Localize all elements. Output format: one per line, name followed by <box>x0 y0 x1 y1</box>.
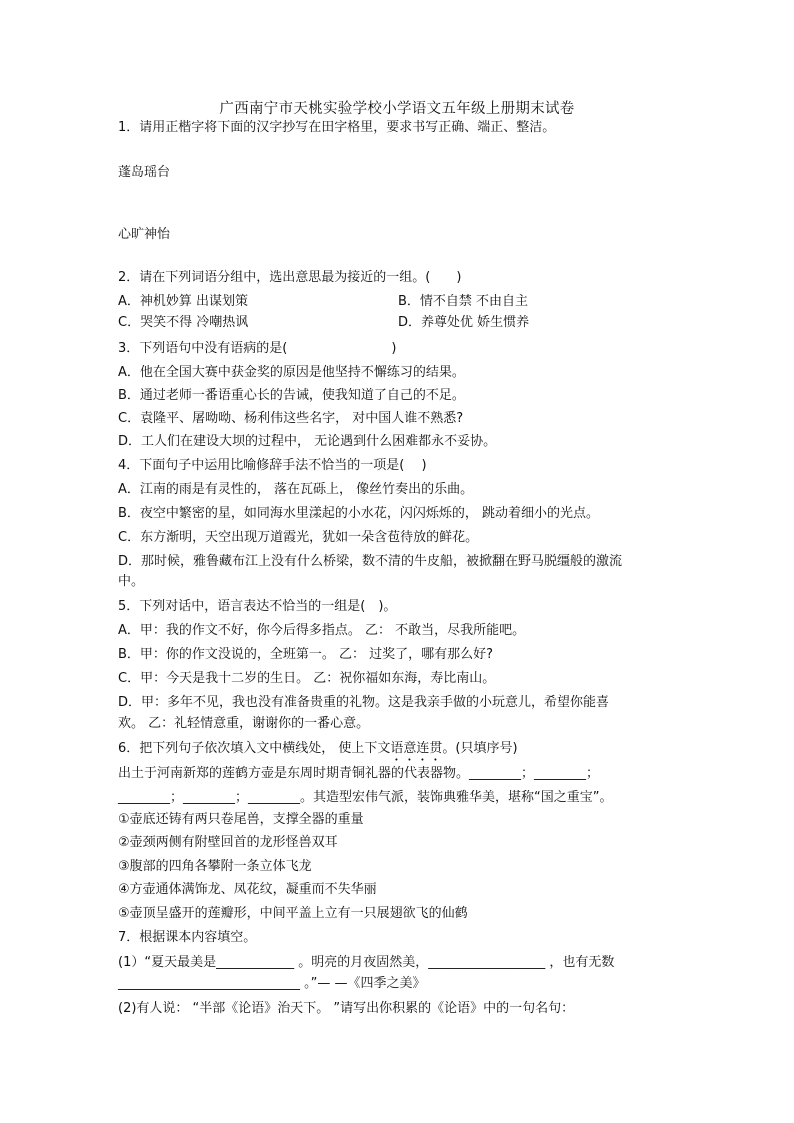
q6-sentence-1: ①壶底还铸有两只卷尾兽，支撑全器的重量 <box>118 812 364 827</box>
q4-option-d-line-2: 中。 <box>118 574 145 589</box>
q5-option-c: C．甲：今天是我十二岁的生日。 乙：祝你福如东海，寿比南山。 <box>118 671 496 686</box>
q5-option-d-line-2: 欢。 乙：礼轻情意重，谢谢你的一番心意。 <box>118 716 370 731</box>
q3-stem: 3．下列语句中没有语病的是( ) <box>118 341 397 356</box>
q2-stem: 2．请在下列词语分组中，选出意思最为接近的一组。( ) <box>118 270 462 285</box>
q4-option-b: B．夜空中繁密的星，如同海水里漾起的小水花，闪闪烁烁的， 跳动着细小的光点。 <box>118 506 600 521</box>
q5-stem: 5．下列对话中，语言表达不恰当的一组是( )。 <box>118 599 397 614</box>
q7-stem: 7．根据课本内容填空。 <box>118 930 257 945</box>
q6-sentence-3: ③腹部的四角各攀附一条立体飞龙 <box>118 859 312 874</box>
q6-sentence-4: ④方壶通体满饰龙、凤花纹，凝重而不失华丽 <box>118 882 377 897</box>
q3-option-b: B．通过老师一番语重心长的告诫，使我知道了自己的不足。 <box>118 388 465 403</box>
q4-option-a: A．江南的雨是有灵性的， 落在瓦砾上， 像丝竹奏出的乐曲。 <box>118 482 474 497</box>
q4-stem: 4．下面句子中运用比喻修辞手法不恰当的一项是( ) <box>118 458 427 473</box>
q5-option-d-line-1: D．甲：多年不见，我也没有准备贵重的礼物。这是我亲手做的小玩意儿，希望你能喜 <box>118 695 610 710</box>
q6-stem-part-1: 6．把下列句子依次填入文中横线处， 使上下文 <box>118 741 391 756</box>
q2-option-b: B．情不自禁 不由自主 <box>398 294 529 309</box>
page-title: 广西南宁市天桃实验学校小学语文五年级上册期末试卷 <box>219 101 575 117</box>
q2-option-d: D．养尊处优 娇生惯养 <box>398 315 530 330</box>
q7-item-1-line-1: (1）“夏天最美是____________ 。明亮的月夜固然美，__________________ ，也有无数 <box>118 955 615 970</box>
q7-item-1-line-2: ____________________________ 。”— —《四季之美》 <box>118 976 426 991</box>
q6-stem-emphasis: 语意连贯 <box>390 741 443 756</box>
q5-option-a: A．甲：我的作文不好，你今后得多指点。 乙： 不敢当，尽我所能吧。 <box>118 623 526 638</box>
q1-stem: 1．请用正楷字将下面的汉字抄写在田字格里，要求书写正确、端正、整洁。 <box>118 120 556 135</box>
q1-word-2: 心旷神怡 <box>118 227 171 242</box>
q3-option-a: A．他在全国大赛中获金奖的原因是他坚持不懈练习的结果。 <box>118 365 465 380</box>
q3-option-d: D．工人们在建设大坝的过程中， 无论遇到什么困难都永不妥协。 <box>118 434 497 449</box>
q4-option-c: C．东方渐明，天空出现万道霞光，犹如一朵含苞待放的鲜花。 <box>118 530 479 545</box>
q2-option-a: A．神机妙算 出谋划策 <box>118 294 249 309</box>
q2-option-c: C．哭笑不得 冷嘲热讽 <box>118 315 249 330</box>
q6-stem <box>118 741 518 764</box>
q6-sentence-5: ⑤壶顶呈盛开的莲瓣形，中间平盖上立有一只展翅欲飞的仙鹤 <box>118 906 468 921</box>
q3-option-c: C．袁隆平、屠呦呦、杨利伟这些名字， 对中国人谁不熟悉? <box>118 411 464 426</box>
q6-passage-line-2: ________；________；________。其造型宏伟气派，装饰典雅华美，堪称“国之重宝”。 <box>118 790 613 805</box>
q6-sentence-2: ②壶颈两侧有附壁回首的龙形怪兽双耳 <box>118 835 338 850</box>
q6-stem-part-2: 。(只填序号) <box>442 741 518 756</box>
q4-option-d-line-1: D．那时候，雅鲁藏布江上没有什么桥梁，数不清的牛皮船，被掀翻在野马脱缰般的激流 <box>118 554 623 569</box>
q1-word-1: 蓬岛瑶台 <box>118 165 171 180</box>
q5-option-b: B．甲：你的作文没说的，全班第一。 乙： 过奖了，哪有那么好? <box>118 647 494 662</box>
q7-item-2: (2)有人说： “半部《论语》治天下。 ”请写出你积累的《论语》中的一句名句： <box>118 1001 575 1016</box>
q6-passage-line-1: 出土于河南新郑的莲鹤方壶是东周时期青铜礼器的代表器物。________；________； <box>118 766 600 781</box>
